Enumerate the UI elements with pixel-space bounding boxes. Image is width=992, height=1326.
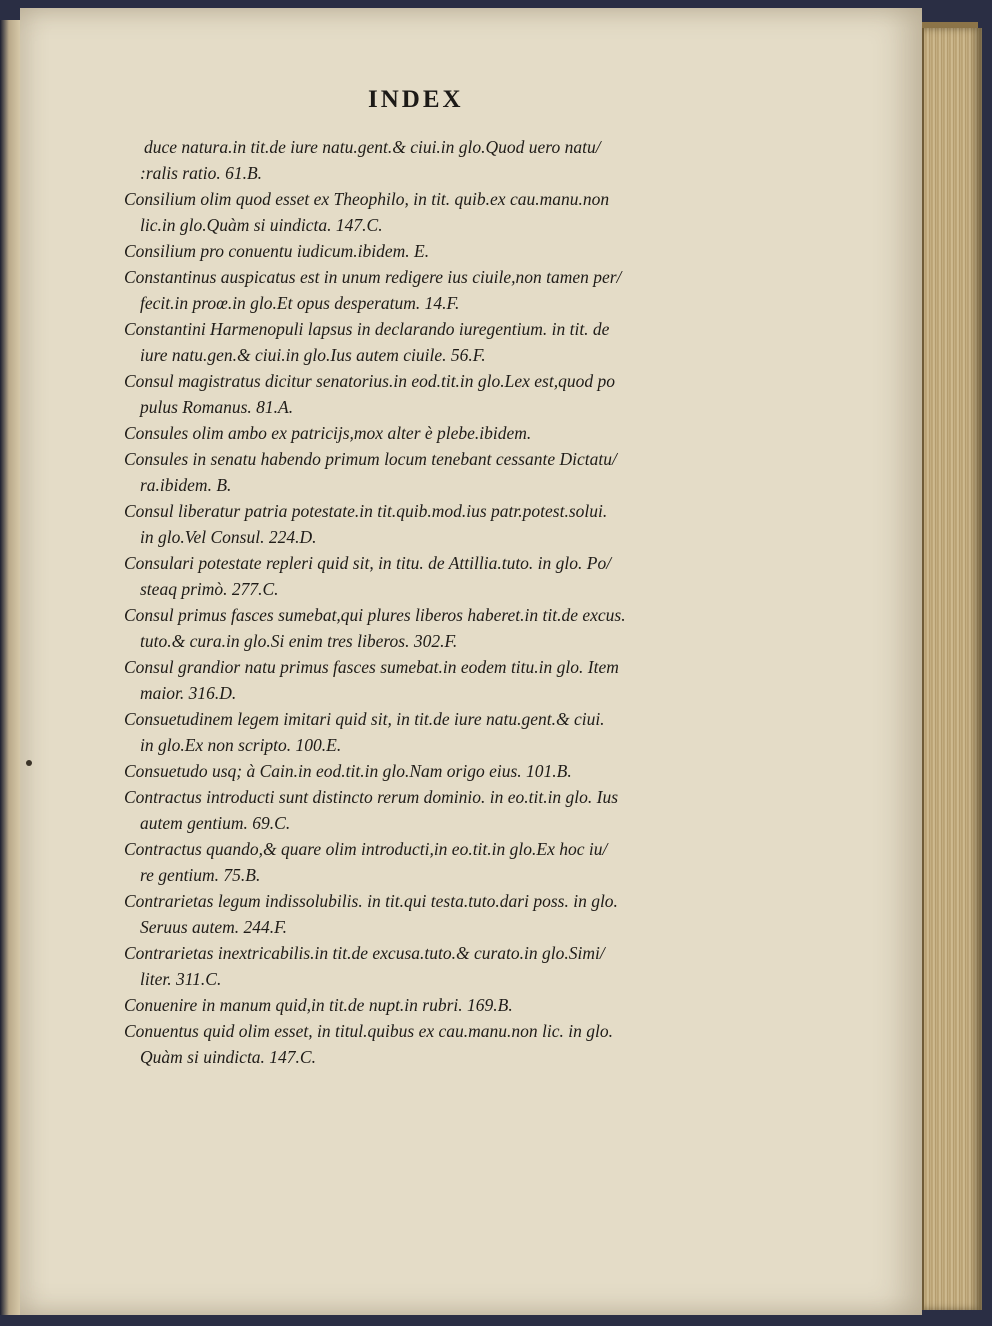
index-entry: Consulari potestate repleri quid sit, in titu. de Attillia.tuto. in glo. Po/ (124, 553, 612, 573)
index-entry: duce natura.in tit.de iure natu.gent.& ciui.in glo.Quod uero natu/ (144, 137, 601, 157)
index-entry: Consuetudinem legem imitari quid sit, in tit.de iure natu.gent.& ciui. (124, 709, 605, 729)
index-entry: Conuenire in manum quid,in tit.de nupt.in rubri. 169.B. (124, 995, 513, 1015)
index-entry: Consuetudo usq; à Cain.in eod.tit.in glo.Nam origo eius. 101.B. (124, 761, 572, 781)
index-entry: Constantini Harmenopuli lapsus in declarando iuregentium. in tit. de (124, 319, 610, 339)
index-entry: Consules in senatu habendo primum locum tenebant cessante Dictatu/ (124, 449, 617, 469)
index-entry: Contrarietas inextricabilis.in tit.de excusa.tuto.& curato.in glo.Simi/ (124, 943, 605, 963)
index-entry-continuation: autem gentium. 69.C. (140, 813, 291, 833)
index-entry: Consilium pro conuentu iudicum.ibidem. E. (124, 241, 430, 261)
index-entry: Consules olim ambo ex patricijs,mox alter è plebe.ibidem. (124, 423, 532, 443)
index-entry-continuation: :ralis ratio. 61.B. (140, 163, 263, 183)
index-entry-continuation: lic.in glo.Quàm si uindicta. 147.C. (140, 215, 383, 235)
index-entry-continuation: in glo.Ex non scripto. 100.E. (140, 735, 342, 755)
index-entry-continuation: fecit.in proœ.in glo.Et opus desperatum. 14.F. (140, 293, 460, 313)
index-entry-continuation: in glo.Vel Consul. 224.D. (140, 527, 317, 547)
index-entry: Contractus quando,& quare olim introducti,in eo.tit.in glo.Ex hoc iu/ (124, 839, 608, 859)
index-entry-continuation: pulus Romanus. 81.A. (140, 397, 294, 417)
index-entry-continuation: liter. 311.C. (140, 969, 222, 989)
index-entry-continuation: Quàm si uindicta. 147.C. (140, 1047, 316, 1067)
index-entry-continuation: re gentium. 75.B. (140, 865, 261, 885)
index-entry-continuation: maior. 316.D. (140, 683, 237, 703)
index-entry: Consilium olim quod esset ex Theophilo, in tit. quib.ex cau.manu.non (124, 189, 610, 209)
index-entry: Conuentus quid olim esset, in titul.quibus ex cau.manu.non lic. in glo. (124, 1021, 613, 1041)
index-entry-continuation: ra.ibidem. B. (140, 475, 232, 495)
book-page-edges (922, 28, 982, 1310)
index-entry: Constantinus auspicatus est in unum redigere ius ciuile,non tamen per/ (124, 267, 622, 287)
left-page-edge (0, 20, 20, 1315)
index-entry: Contractus introducti sunt distincto rerum dominio. in eo.tit.in glo. Ius (124, 787, 619, 807)
index-entry: Consul magistratus dicitur senatorius.in eod.tit.in glo.Lex est,quod po (124, 371, 615, 391)
ink-speck (26, 760, 32, 766)
index-entry: Contrarietas legum indissolubilis. in tit.qui testa.tuto.dari poss. in glo. (124, 891, 618, 911)
page-title: INDEX (368, 86, 464, 113)
index-entry: Consul grandior natu primus fasces sumebat.in eodem titu.in glo. Item (124, 657, 619, 677)
index-entry-continuation: iure natu.gen.& ciui.in glo.Ius autem ciuile. 56.F. (140, 345, 486, 365)
index-entry-continuation: Seruus autem. 244.F. (140, 917, 287, 937)
index-entries (124, 134, 724, 1070)
index-entry: Consul primus fasces sumebat,qui plures liberos haberet.in tit.de excus. (124, 605, 626, 625)
index-entry: Consul liberatur patria potestate.in tit.quib.mod.ius patr.potest.solui. (124, 501, 608, 521)
index-entry-continuation: steaq primò. 277.C. (140, 579, 279, 599)
index-entry-continuation: tuto.& cura.in glo.Si enim tres liberos. 302.F. (140, 631, 458, 651)
